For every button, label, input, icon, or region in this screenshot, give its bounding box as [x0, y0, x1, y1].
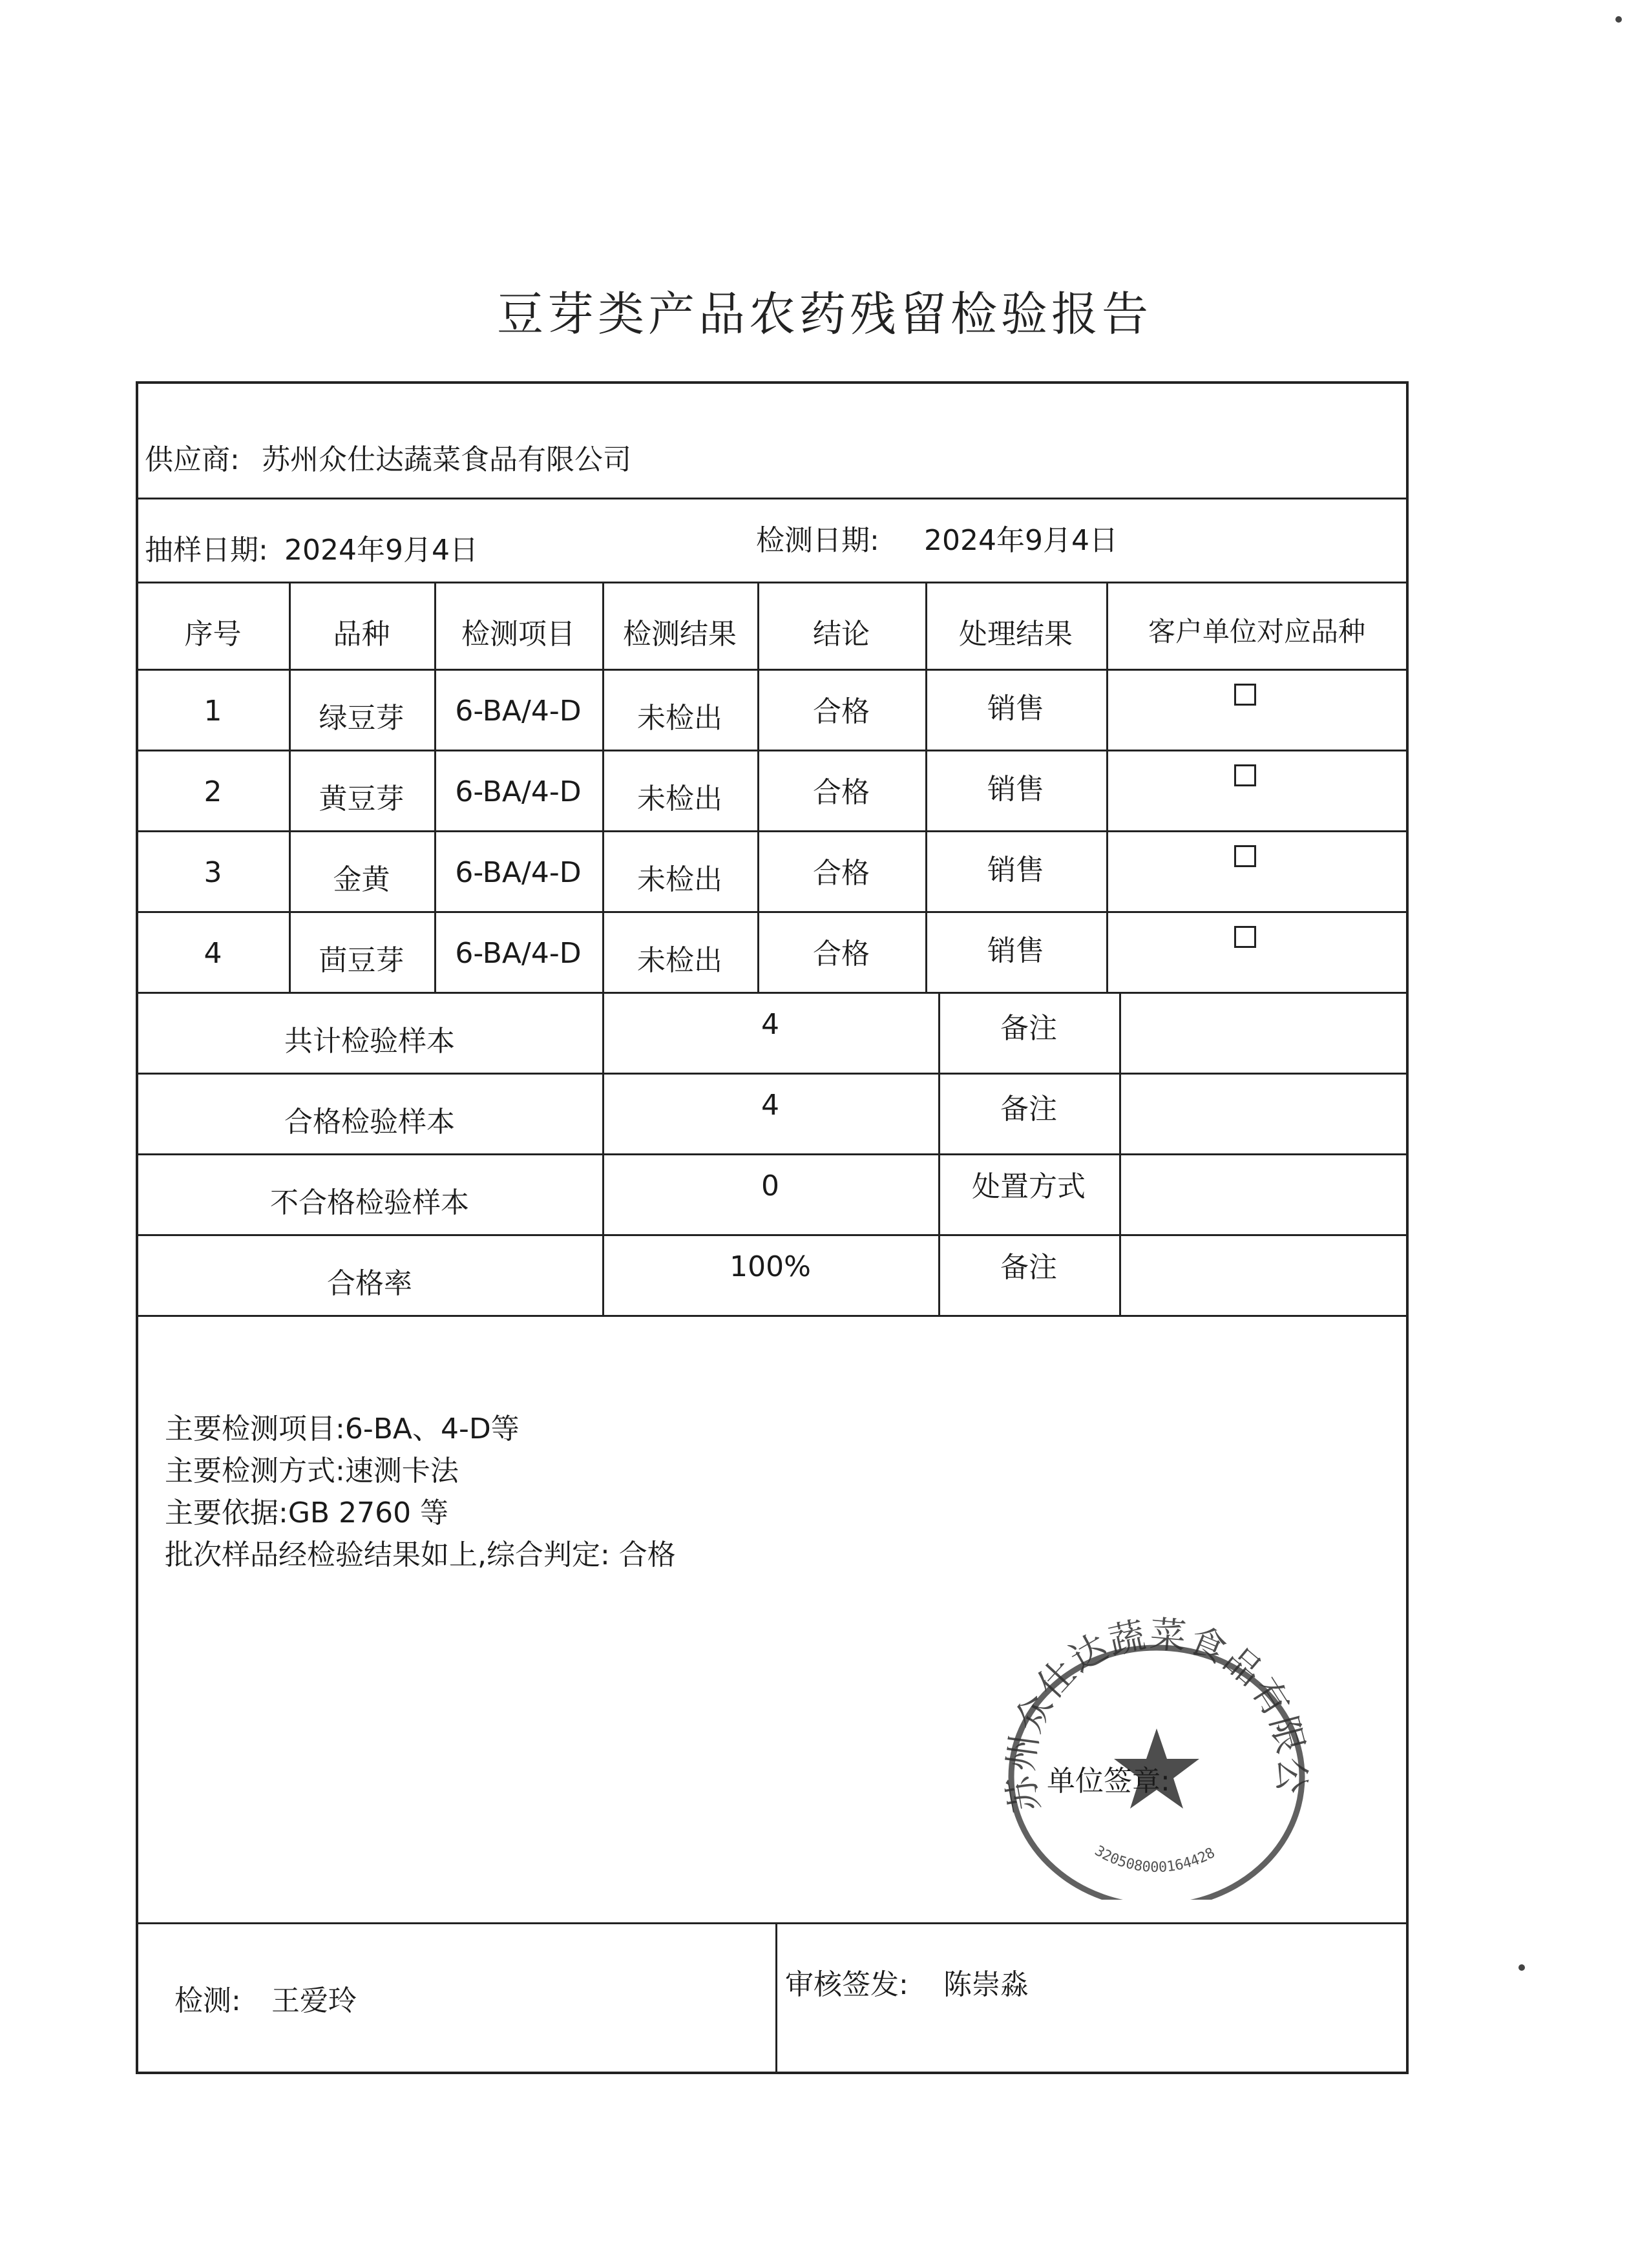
divider — [137, 911, 1407, 913]
divider — [137, 1073, 1407, 1075]
reviewer-name: 陈崇淼 — [943, 1968, 1029, 2001]
customer-checkbox[interactable] — [1234, 684, 1256, 706]
row-item: 6-BA/4-D — [455, 937, 582, 970]
column-divider — [1119, 992, 1121, 1315]
row-conclusion: 合格 — [813, 857, 870, 890]
row-variety: 绿豆芽 — [319, 702, 404, 735]
summary-pass-label: 合格检验样本 — [284, 1106, 455, 1139]
header-no: 序号 — [184, 618, 242, 651]
test-date-value: 2024年9月4日 — [924, 524, 1118, 557]
row-no: 4 — [204, 937, 222, 970]
divider — [137, 1922, 1407, 1924]
divider — [137, 1315, 1407, 1317]
column-divider — [434, 582, 436, 992]
divider — [137, 669, 1407, 671]
summary-total-value: 4 — [761, 1008, 779, 1041]
summary-fail-disposal: 处置方式 — [972, 1170, 1086, 1203]
row-result: 未检出 — [637, 782, 722, 815]
divider — [137, 498, 1407, 499]
header-result: 检测结果 — [623, 618, 737, 651]
row-result: 未检出 — [637, 863, 722, 896]
row-handling: 销售 — [987, 854, 1044, 887]
summary-pass-note: 备注 — [1000, 1093, 1057, 1126]
column-divider — [757, 582, 759, 992]
row-handling: 销售 — [987, 773, 1044, 806]
note-main-items: 主要检测项目:6-BA、4-D等 — [165, 1412, 520, 1445]
summary-fail-value: 0 — [761, 1170, 779, 1202]
report-title: 豆芽类产品农药残留检验报告 — [496, 287, 1152, 341]
header-variety: 品种 — [333, 618, 390, 651]
divider — [137, 1234, 1407, 1236]
column-divider — [289, 582, 291, 992]
row-no: 1 — [204, 695, 222, 728]
summary-rate-note: 备注 — [1000, 1251, 1057, 1284]
note-verdict: 批次样品经检验结果如上,综合判定: 合格 — [165, 1538, 676, 1571]
customer-checkbox[interactable] — [1234, 764, 1256, 786]
column-divider — [602, 992, 604, 1315]
row-result: 未检出 — [637, 702, 722, 735]
divider — [137, 750, 1407, 751]
row-no: 3 — [204, 856, 222, 889]
row-variety: 黄豆芽 — [319, 782, 404, 815]
summary-rate-label: 合格率 — [327, 1267, 412, 1300]
svg-text:苏州众仕达蔬菜食品有限公司: 苏州众仕达蔬菜食品有限公 — [1000, 1615, 1314, 1816]
sampling-date-label: 抽样日期: — [145, 534, 268, 567]
summary-pass-value: 4 — [761, 1089, 779, 1122]
seal-label: 单位签章: — [1047, 1765, 1170, 1798]
sampling-date-value: 2024年9月4日 — [284, 534, 478, 567]
column-divider — [1106, 582, 1108, 992]
header-item: 检测项目 — [461, 618, 575, 651]
header-customer: 客户单位对应品种 — [1148, 616, 1365, 647]
row-handling: 销售 — [987, 692, 1044, 725]
row-conclusion: 合格 — [813, 938, 870, 971]
inspector-name: 王爱玲 — [271, 1984, 357, 2017]
divider — [137, 830, 1407, 832]
column-divider — [775, 1922, 777, 2074]
customer-checkbox[interactable] — [1234, 926, 1256, 948]
divider — [137, 1153, 1407, 1155]
row-conclusion: 合格 — [813, 695, 870, 728]
test-date-label: 检测日期: — [756, 524, 879, 557]
summary-total-note: 备注 — [1000, 1012, 1057, 1045]
row-no: 2 — [204, 775, 222, 808]
row-conclusion: 合格 — [813, 776, 870, 809]
column-divider — [602, 582, 604, 992]
row-variety: 金黄 — [333, 863, 390, 896]
row-variety: 茴豆芽 — [319, 944, 404, 977]
note-main-method: 主要检测方式:速测卡法 — [165, 1454, 459, 1487]
header-conclusion: 结论 — [813, 618, 870, 651]
row-item: 6-BA/4-D — [455, 856, 582, 889]
inspector-label: 检测: — [174, 1984, 241, 2017]
row-item: 6-BA/4-D — [455, 775, 582, 808]
column-divider — [925, 582, 927, 992]
scan-speck — [1615, 16, 1622, 23]
header-handling: 处理结果 — [959, 618, 1073, 651]
divider — [137, 992, 1407, 994]
svg-text:3205080001644​28: 3205080001644​28 — [1091, 1843, 1218, 1876]
row-result: 未检出 — [637, 944, 722, 977]
summary-rate-value: 100% — [730, 1250, 811, 1283]
divider — [137, 582, 1407, 583]
summary-fail-label: 不合格检验样本 — [270, 1186, 469, 1219]
reviewer-label: 审核签发: — [785, 1968, 909, 2001]
note-main-basis: 主要依据:GB 2760 等 — [165, 1496, 449, 1529]
row-item: 6-BA/4-D — [455, 695, 582, 728]
column-divider — [938, 992, 940, 1315]
summary-total-label: 共计检验样本 — [284, 1025, 455, 1058]
customer-checkbox[interactable] — [1234, 845, 1256, 867]
supplier-label: 供应商: — [145, 443, 240, 476]
supplier-name: 苏州众仕达蔬菜食品有限公司 — [262, 443, 631, 476]
row-handling: 销售 — [987, 934, 1044, 967]
scan-speck — [1518, 1964, 1525, 1971]
